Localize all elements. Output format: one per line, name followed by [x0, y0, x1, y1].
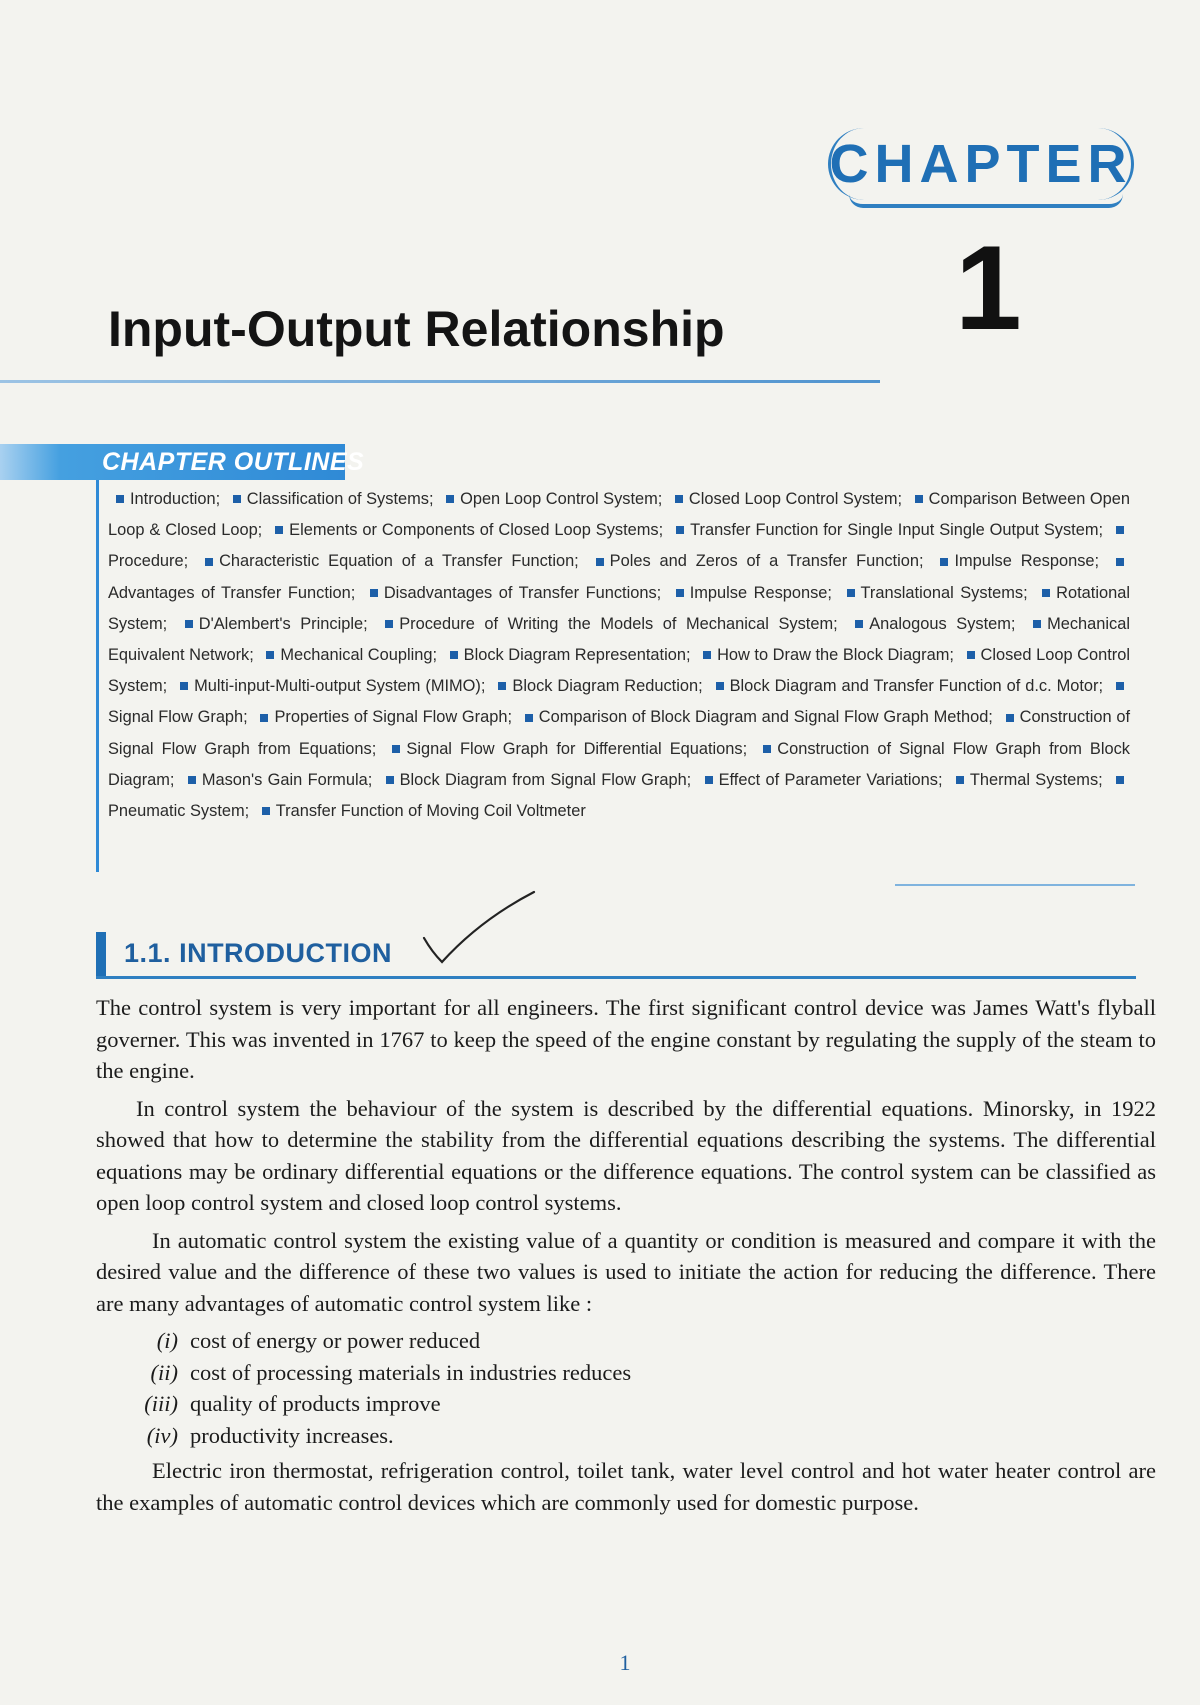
outline-item: Procedure of Writing the Models of Mechanical System; [377, 615, 837, 633]
bullet-icon [705, 776, 713, 784]
chapter-badge [828, 128, 1134, 200]
outline-item: Transfer Function for Single Input Single Output System; [668, 521, 1103, 539]
section-heading [124, 938, 392, 969]
outline-item: Mechanical Equivalent Network; [108, 614, 1130, 665]
outline-item: Elements or Components of Closed Loop Systems; [267, 521, 663, 539]
bullet-icon [275, 526, 283, 534]
bullet-icon [1042, 589, 1050, 597]
outline-item: Poles and Zeros of a Transfer Function; [588, 552, 924, 570]
outline-item: Analogous System; [847, 615, 1015, 633]
list-item: (iv) productivity increases. [146, 1422, 394, 1448]
outline-item: Block Diagram Representation; [442, 646, 691, 664]
outline-item: Rotational System; [108, 583, 1130, 633]
bullet-icon [763, 745, 771, 753]
bullet-icon [1116, 558, 1124, 566]
bullet-icon [676, 526, 684, 534]
bullet-icon [915, 495, 923, 503]
outline-item: Introduction; [108, 490, 220, 508]
outline-item: Procedure; [108, 521, 1130, 570]
bullet-icon [676, 589, 684, 597]
bullet-icon [1006, 714, 1014, 722]
outline-item: Block Diagram and Transfer Function of d.c. Motor; [708, 677, 1103, 695]
outline-item: Multi-input-Multi-output System (MIMO); [172, 677, 485, 695]
bullet-icon [385, 620, 393, 628]
outline-item: Open Loop Control System; [438, 490, 662, 508]
bullet-icon [386, 776, 394, 784]
page-number: 1 [619, 1650, 631, 1675]
bullet-icon [940, 558, 948, 566]
outline-item: Closed Loop Control System; [667, 490, 902, 508]
outline-item: Block Diagram Reduction; [490, 677, 702, 695]
outline-item: Advantages of Transfer Function; [108, 552, 1130, 601]
advantages-list [96, 1325, 1156, 1451]
list-item: (ii) cost of processing materials in industries reduces [150, 1359, 632, 1385]
bullet-icon [116, 495, 124, 503]
handwritten-check-icon [420, 890, 540, 970]
outlines-heading: CHAPTER OUTLINES [102, 448, 365, 476]
bullet-icon [205, 558, 213, 566]
list-item: (iii) quality of products improve [144, 1391, 441, 1416]
bullet-icon [1116, 526, 1124, 534]
bullet-icon [847, 589, 855, 597]
outline-item: Properties of Signal Flow Graph; [252, 708, 512, 726]
bullet-icon [262, 807, 270, 815]
chapter-number: 1 [955, 221, 1022, 355]
section-marker [96, 932, 106, 978]
outline-item: Characteristic Equation of a Transfer Function; [197, 552, 579, 570]
bullet-icon [675, 495, 683, 503]
bullet-icon [956, 776, 964, 784]
outline-item: D'Alembert's Principle; [177, 615, 368, 633]
bullet-icon [370, 589, 378, 597]
outlines-end-divider [895, 884, 1135, 886]
outline-item: Disadvantages of Transfer Functions; [362, 584, 661, 602]
outline-item: Translational Systems; [839, 584, 1028, 602]
outline-item: Classification of Systems; [225, 490, 434, 508]
bullet-icon [1116, 776, 1124, 784]
outline-item: Impulse Response; [668, 584, 832, 602]
bullet-icon [967, 651, 975, 659]
section-number: 1.1. [124, 938, 172, 968]
paragraph-3: In automatic control system the existing value of a quantity or condition is measured and compare it with the desired value and the difference of these two values is used to initiate the action for reducing the difference. There are many advantages of automatic control system like : [96, 1227, 1156, 1316]
bullet-icon [450, 651, 458, 659]
bullet-icon [1033, 620, 1041, 628]
outline-item: Comparison of Block Diagram and Signal Flow Graph Method; [517, 708, 993, 726]
chapter-label: CHAPTER [829, 134, 1133, 194]
outline-item: Block Diagram from Signal Flow Graph; [378, 771, 692, 789]
bullet-icon [266, 651, 274, 659]
bullet-icon [596, 558, 604, 566]
bullet-icon [1116, 682, 1124, 690]
bullet-icon [260, 714, 268, 722]
body-text [96, 992, 1156, 1524]
outline-item: Construction of Signal Flow Graph from Equations; [108, 708, 1131, 758]
outline-item: Construction of Signal Flow Graph from Block Diagram; [108, 739, 1131, 789]
bullet-icon [716, 682, 724, 690]
outline-item: Mechanical Coupling; [258, 646, 437, 664]
paragraph-2: In control system the behaviour of the system is described by the differential equations. Minorsky, in 1922 showed that how to determine the stability from the differential equations describing the systems. The differential equations may be ordinary differential equations or the difference equations. The control system can be classified as open loop control system and closed loop control systems. [96, 1095, 1156, 1215]
bullet-icon [392, 745, 400, 753]
outline-item: Thermal Systems; [948, 771, 1103, 789]
paragraph-4: Electric iron thermostat, refrigeration control, toilet tank, water level control and hot water heater control are the examples of automatic control devices which are commonly used for domestic purpose. [96, 1458, 1156, 1515]
outline-item: Signal Flow Graph for Differential Equations; [384, 740, 747, 758]
outline-item: Signal Flow Graph; [108, 677, 1130, 726]
outline-item: Pneumatic System; [108, 771, 1130, 820]
bullet-icon [498, 682, 506, 690]
bullet-icon [185, 620, 193, 628]
chapter-title: Input-Output Relationship [108, 301, 725, 357]
bullet-icon [233, 495, 241, 503]
outline-item: Impulse Response; [932, 552, 1099, 570]
section-title: INTRODUCTION [179, 938, 393, 968]
section-divider [96, 976, 1136, 979]
outline-item: Closed Loop Control System; [108, 646, 1130, 696]
bullet-icon [180, 682, 188, 690]
title-divider [0, 380, 880, 383]
paragraph-1: The control system is very important for all engineers. The first significant control device was James Watt's flyball governer. This was invented in 1767 to keep the speed of the engine constant by regulating the supply of the steam to the engine. [96, 995, 1156, 1083]
bullet-icon [855, 620, 863, 628]
outline-item: Comparison Between Open Loop & Closed Loop; [108, 490, 1131, 540]
list-item: (i) cost of energy or power reduced [156, 1328, 481, 1353]
outline-item: Effect of Parameter Variations; [697, 771, 943, 789]
bullet-icon [446, 495, 454, 503]
bullet-icon [525, 714, 533, 722]
outline-item: How to Draw the Block Diagram; [695, 646, 954, 664]
bullet-icon [703, 651, 711, 659]
outline-item: Transfer Function of Moving Coil Voltmeter [254, 802, 586, 820]
outline-item: Mason's Gain Formula; [180, 771, 372, 789]
bullet-icon [188, 776, 196, 784]
outlines-list [108, 484, 1130, 827]
